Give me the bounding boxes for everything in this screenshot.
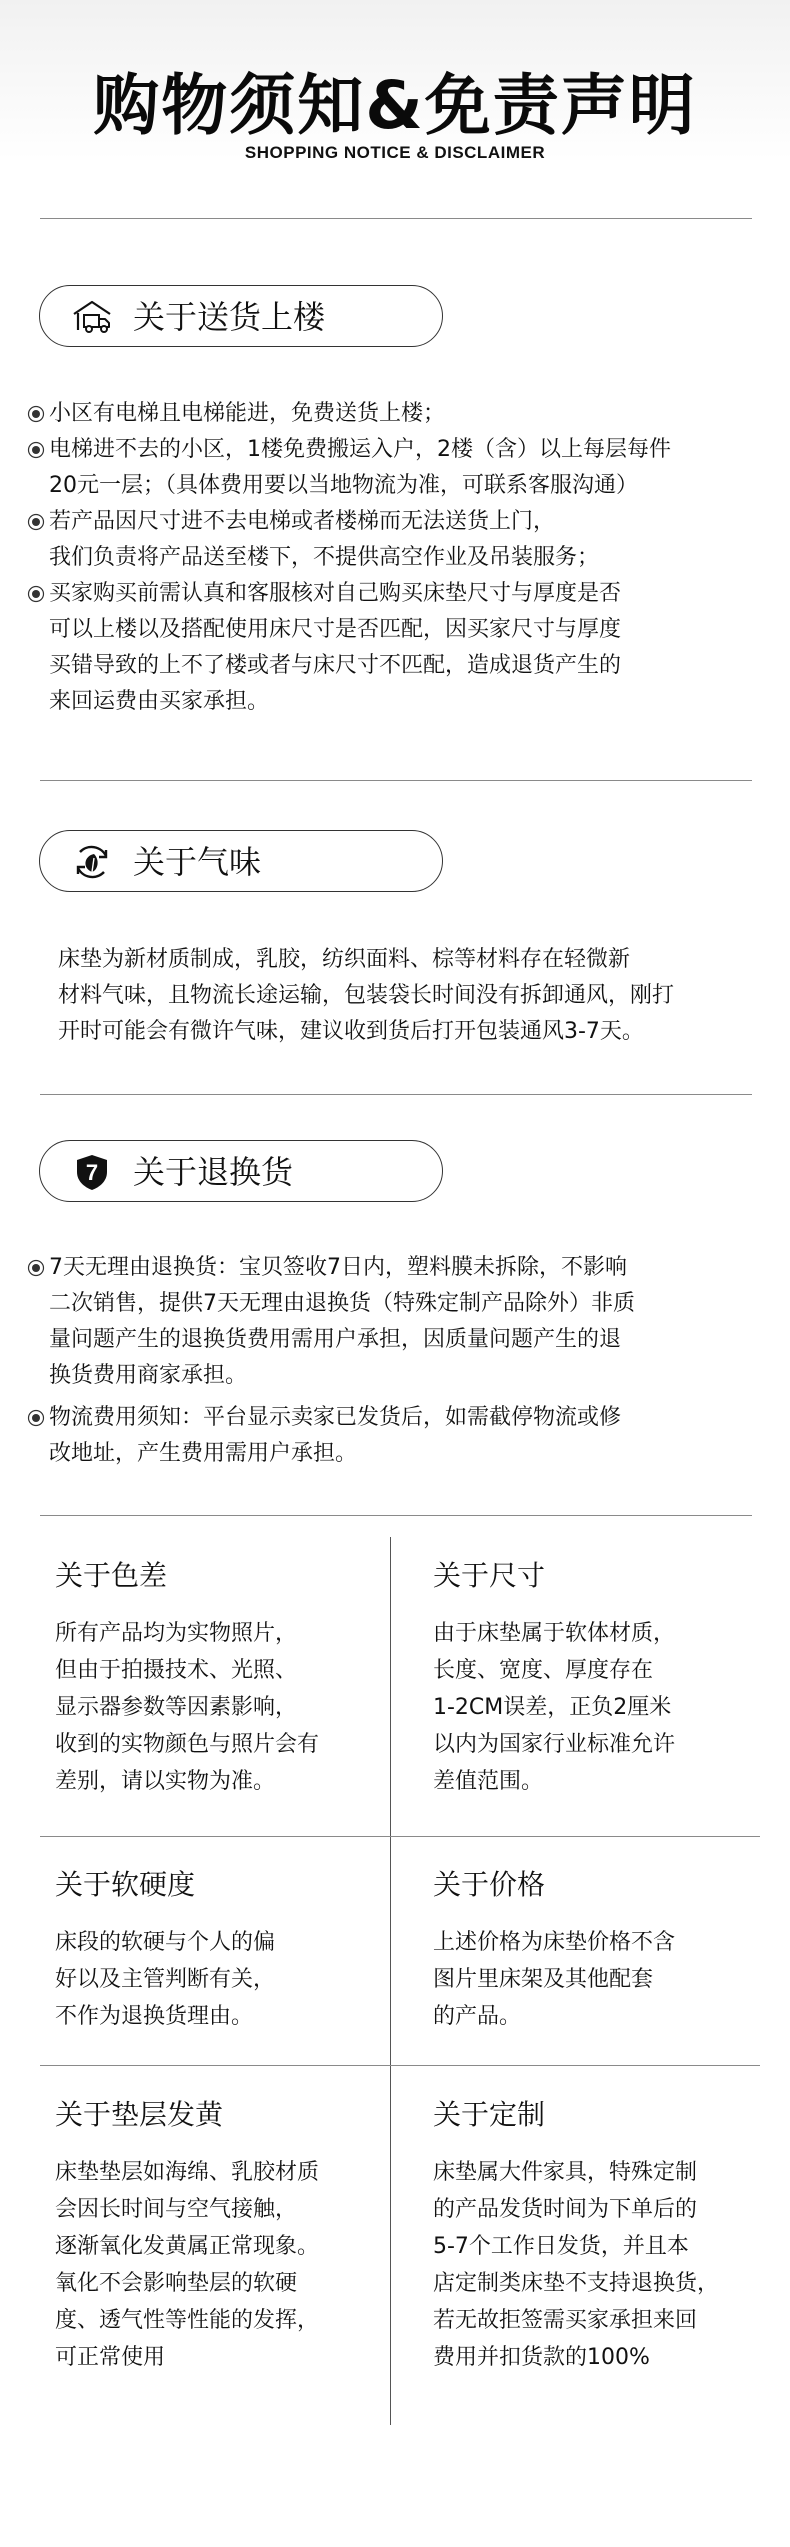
section-title: 关于送货上楼 <box>133 298 326 336</box>
yellowing-body: 床垫垫层如海绵、乳胶材质 会因长时间与空气接触， 逐渐氧化发黄属正常现象。 氧化不会影响垫层的软硬 度、透气性等性能的发挥， 可正常使用 <box>55 2160 320 2370</box>
custom-title: 关于定制 <box>433 2098 546 2131</box>
size-body: 由于床垫属于软体材质， 长度、宽度、厚度存在 1-2CM误差，正负2厘米 以内为国家行业标准允许 差值范围。 <box>433 1621 676 1794</box>
firmness-title: 关于软硬度 <box>55 1868 196 1901</box>
price-title: 关于价格 <box>433 1868 546 1901</box>
divider <box>40 1515 752 1516</box>
divider <box>40 1094 752 1095</box>
svg-text:7: 7 <box>85 1160 99 1185</box>
bullet-icon <box>27 513 45 531</box>
odor-paragraph: 床垫为新材质制成，乳胶，纺织面料、棕等材料存在轻微新 材料气味，且物流长途运输，包装袋长时间没有拆卸通风，刚打 开时可能会有微许气味，建议收到货后打开包装通风3-7天。 <box>58 947 675 1044</box>
grid-row-divider <box>40 2065 760 2066</box>
divider <box>40 780 752 781</box>
section-title: 关于气味 <box>133 843 262 881</box>
page-subtitle: SHOPPING NOTICE & DISCLAIMER <box>244 143 546 162</box>
section-delivery-header <box>39 285 443 347</box>
section-title: 关于退换货 <box>133 1153 294 1191</box>
delivery-truck-icon <box>72 297 112 337</box>
bullet-icon <box>27 405 45 423</box>
firmness-body: 床段的软硬与个人的偏 好以及主管判断有关， 不作为退换货理由。 <box>55 1930 276 2029</box>
color-diff-title: 关于色差 <box>55 1559 168 1592</box>
size-title: 关于尺寸 <box>433 1559 546 1592</box>
bullet-icon <box>27 1409 45 1427</box>
bullet-icon <box>27 585 45 603</box>
bullet-icon <box>27 441 45 459</box>
leaf-recycle-icon <box>72 842 112 882</box>
seven-day-shield-icon <box>72 1152 112 1192</box>
custom-body: 床垫属大件家具，特殊定制 的产品发货时间为下单后的 5-7个工作日发货，并且本 店定制类床垫不支持退换货， 若无故拒签需买家承担来回 费用并扣货款的100% <box>433 2160 720 2370</box>
yellowing-title: 关于垫层发黄 <box>55 2098 224 2131</box>
bullet-icon <box>27 1259 45 1277</box>
grid-row-divider <box>40 1836 760 1837</box>
section-odor-header <box>39 830 443 892</box>
grid-vertical-divider <box>390 1537 391 2425</box>
divider <box>40 218 752 219</box>
page: 购物须知&免责声明 SHOPPING NOTICE & DISCLAIMER 关于送货上楼 小区有电梯且电梯能进，免费送货上楼； 电梯进不去的小区，1楼免费搬运入户，2楼（含）以上每层每件 20元一层；（具体费用要以当地物流为准，可联系客服沟通） 若产品因尺寸进不去电梯或者楼梯而无法送货上门， 我们负责将产品送至楼下，不提供高空作业及吊装服务； 买家购买前需认真和客服核对自己购买床垫尺寸与厚度是否 可以上楼以及搭配使用床尺寸是否匹配，因买家尺寸与厚度 买错导致的上不了楼或者与床尺寸不匹配，造成退货产生的 来回运费由买家承担。 关于气味 床垫为新材质制成，乳胶，纺织面料、棕等材料存在轻微新 材料气味，且物流长途运输，包装袋长时间没有拆卸通风，刚打 开时可能会有微许气味，建议收到货后打开包装通风3-7天。 7 关于退换货 7天无理由退换货：宝贝签收7日内，塑料膜未拆除，不影响 二次销售，提供7天无理由退换货（特殊定制产品除外）非质 量问题产生的退换货费用需用户承担，因质量问题产生的退 换货费用商家承担。 物流费用须知：平台显示卖家已发货后，如需截停物流或修 改地址，产生费用需用户承担。 关于色差 所有产品均为实物照片， 但由于拍摄技术、光照、 显示器参数等因素影响， 收到的实物颜色与照片会有 差别，请以实物为准。 关于尺寸 由于床垫属于软体材质， 长度、宽度、厚度存在 1-2CM误差，正负2厘米 以内为国家行业标准允许 差值范围。 关于软硬度 床段的软硬与个人的偏 好以及主管判断有关， 不作为退换货理由。 关于价格 上述价格为床垫价格不含 图片里床架及其他配套 的产品。 关于垫层发黄 床垫垫层如海绵、乳胶材质 会因长时间与空气接触， 逐渐氧化发黄属正常现象。 氧化不会影响垫层的软硬 度、透气性等性能的发挥， 可正常使用 关于定制 床垫属大件家具，特殊定制 的产品发货时间为下单后的 5-7个工作日发货，并且本 店定制类床垫不支持退换货， 若无故拒签需买家承担来回 费用并扣货款的100% <box>0 0 790 2547</box>
section-returns-header <box>39 1140 443 1202</box>
price-body: 上述价格为床垫价格不含 图片里床架及其他配套 的产品。 <box>433 1930 676 2029</box>
page-title: 购物须知&免责声明 <box>93 67 697 144</box>
color-diff-body: 所有产品均为实物照片， 但由于拍摄技术、光照、 显示器参数等因素影响， 收到的实物颜色与照片会有 差别，请以实物为准。 <box>55 1621 320 1794</box>
